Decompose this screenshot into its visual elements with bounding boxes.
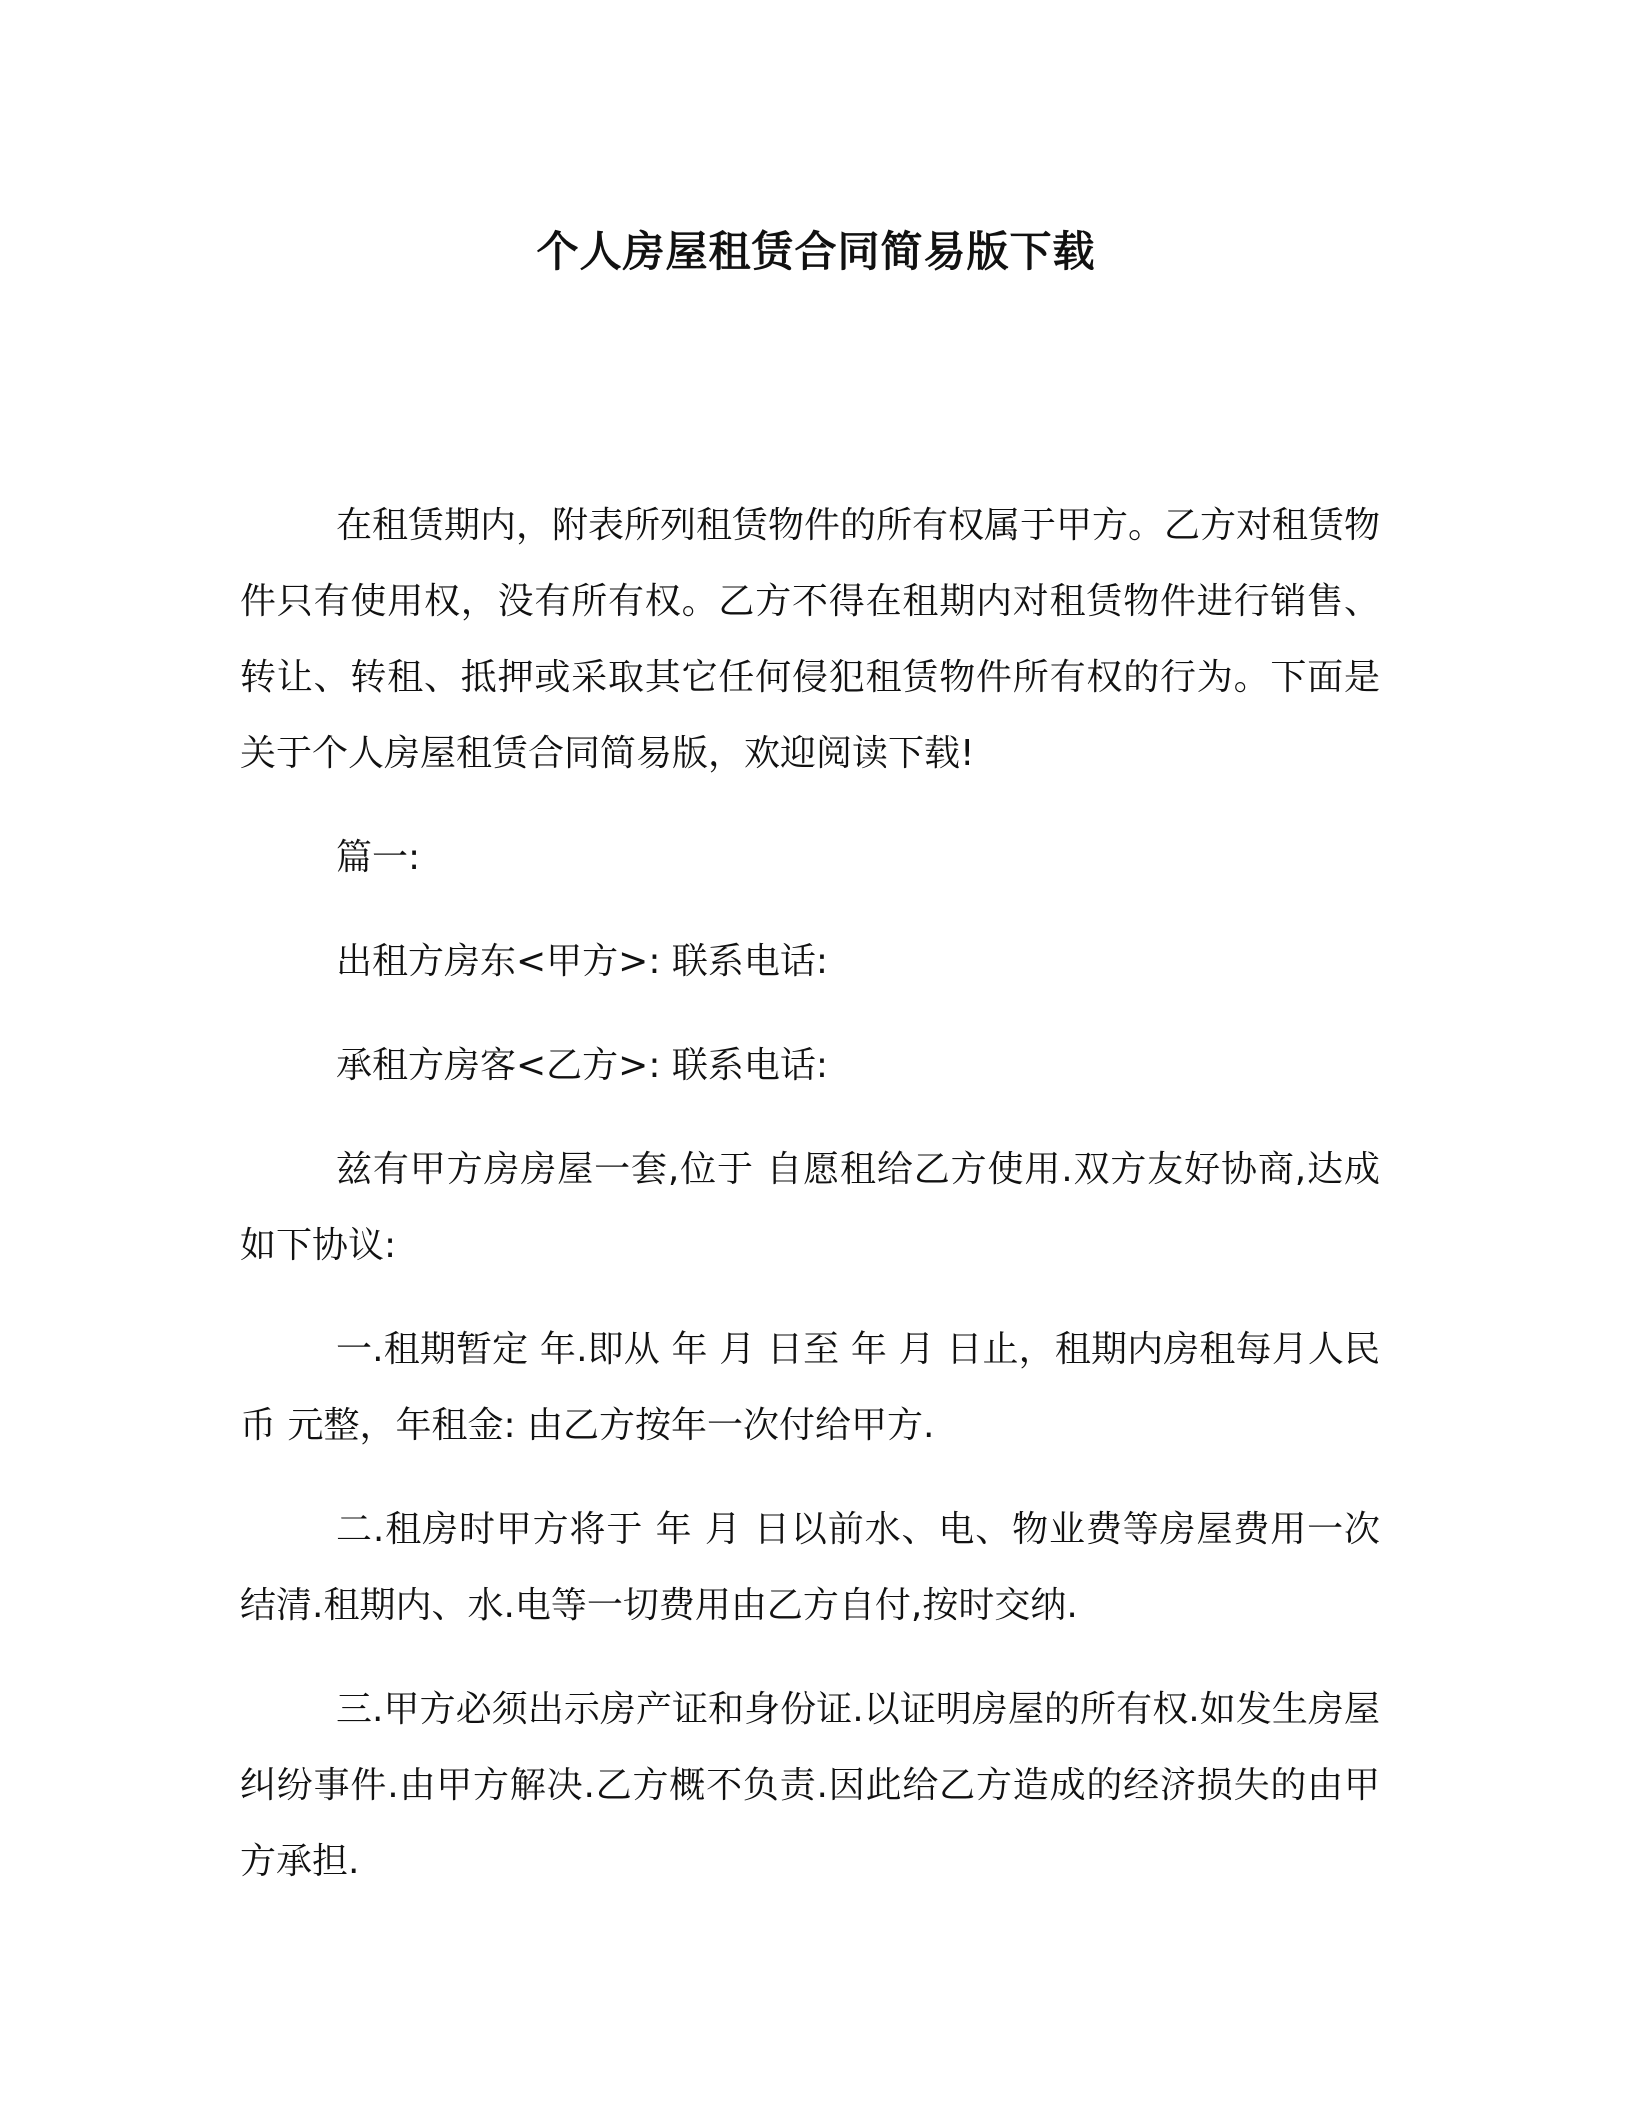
paragraph-lessee: 承租方房客<乙方>: 联系电话: — [336, 1045, 829, 1086]
paragraph-property: 兹有甲方房房屋一套,位于 自愿租给乙方使用.双方友好协商,达成如下协议: — [240, 1149, 1380, 1266]
document-title: 个人房屋租赁合同简易版下载 — [536, 227, 1096, 276]
paragraph-clause-1: 一.租期暂定 年.即从 年 月 日至 年 月 日止，租期内房租每月人民币 元整，年租金: 由乙方按年一次付给甲方. — [240, 1329, 1380, 1446]
paragraph-clause-2: 二.租房时甲方将于 年 月 日以前水、电、物业费等房屋费用一次结清.租期内、水.电等一切费用由乙方自付,按时交纳. — [240, 1509, 1380, 1626]
document-body — [240, 488, 1380, 1928]
paragraph-section-heading: 篇一: — [336, 837, 421, 878]
paragraph-clause-3: 三.甲方必须出示房产证和身份证.以证明房屋的所有权.如发生房屋纠纷事件.由甲方解决.乙方概不负责.因此给乙方造成的经济损失的由甲方承担. — [240, 1689, 1380, 1882]
paragraph-intro: 在租赁期内，附表所列租赁物件的所有权属于甲方。乙方对租赁物件只有使用权，没有所有权。乙方不得在租期内对租赁物件进行销售、转让、转租、抵押或采取其它任何侵犯租赁物件所有权的行为。下面是关于个人房屋租赁合同简易版，欢迎阅读下载! — [240, 505, 1381, 774]
paragraph-lessor: 出租方房东<甲方>: 联系电话: — [336, 941, 829, 982]
